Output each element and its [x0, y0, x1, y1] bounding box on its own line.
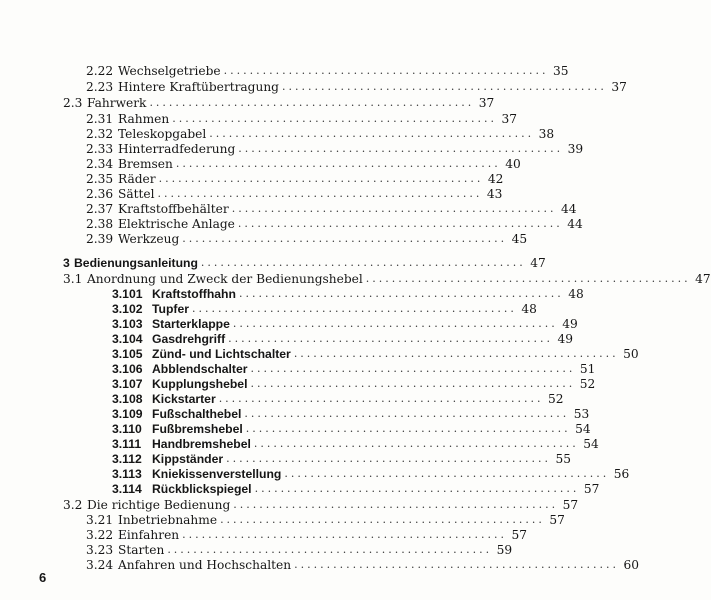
toc-entry-page: 52: [548, 392, 564, 406]
toc-leader-dots: ..................................................: [254, 482, 580, 495]
toc-entry-page: 44: [561, 202, 577, 216]
toc-entry-title: Starten: [118, 543, 165, 557]
toc-entry-title: Einfahren: [118, 528, 180, 542]
toc-entry-number: 2.35: [86, 172, 114, 186]
toc-leader-dots: ..................................................: [245, 422, 571, 435]
toc-entry-title: Tupfer: [152, 302, 190, 316]
toc-entry-title: Starterklappe: [152, 317, 230, 331]
toc-entry: [86, 513, 565, 528]
toc-entry: [112, 347, 639, 362]
toc-entry: [86, 157, 521, 172]
toc-entry-title: Zünd- und Lichtschalter: [152, 347, 291, 361]
toc-entry-page: 47: [530, 256, 546, 270]
toc-entry-page: 56: [613, 467, 630, 481]
toc-entry-title: Kraftstoffbehälter: [118, 202, 229, 216]
toc-entry-title: Kraftstoffhahn: [152, 287, 236, 301]
toc-entry-title: Hintere Kraftübertragung: [118, 80, 279, 94]
toc-entry: [86, 232, 528, 247]
toc-entry-number: 3.23: [86, 543, 114, 557]
toc-entry: [112, 437, 599, 452]
toc-section: [63, 272, 711, 287]
toc-entry-page: 35: [552, 64, 569, 78]
toc-entry-number: 2.36: [86, 187, 114, 201]
toc-entry-number: 2.38: [86, 217, 114, 231]
toc-leader-dots: ..................................................: [223, 64, 549, 77]
toc-section: [63, 96, 495, 111]
toc-entry: [86, 112, 518, 127]
toc-entry-title: Fußschalthebel: [152, 407, 242, 421]
toc-entry-title: Werkzeug: [118, 232, 180, 246]
toc-entry-number: 3.1: [63, 272, 83, 286]
toc-entry-title: Fahrwerk: [87, 96, 147, 110]
toc-entry-page: 49: [557, 332, 573, 346]
toc-entry-number: 3.24: [86, 558, 114, 572]
toc-entry-title: Anordnung und Zweck der Bedienungshebel: [87, 272, 363, 286]
toc-entry-number: 2.33: [86, 142, 114, 156]
toc-leader-dots: ..................................................: [293, 347, 619, 360]
toc-entry-page: 48: [568, 287, 584, 301]
toc-entry-number: 3.109: [112, 407, 143, 421]
toc-entry-title: Elektrische Anlage: [118, 217, 235, 231]
toc-entry-title: Kupplungshebel: [152, 377, 248, 391]
toc-entry-page: 53: [573, 407, 590, 421]
toc-entry: [86, 142, 584, 157]
toc-entry: [112, 482, 600, 497]
toc-entry: [112, 467, 630, 482]
toc-leader-dots: ..................................................: [365, 272, 691, 285]
toc-leader-dots: ..................................................: [228, 332, 553, 345]
toc-leader-dots: ..................................................: [237, 217, 563, 230]
toc-entry-title: Abblendschalter: [152, 362, 248, 376]
toc-entry-number: 3.106: [112, 362, 143, 376]
toc-entry: [86, 558, 639, 573]
toc-leader-dots: ..................................................: [238, 287, 564, 300]
toc-entry-page: 48: [521, 302, 537, 316]
toc-entry-title: Anfahren und Hochschalten: [118, 558, 292, 572]
toc-entry-title: Bedienungsanleitung: [74, 256, 198, 270]
toc-entry-page: 42: [487, 172, 504, 186]
toc-entry: [112, 407, 590, 422]
toc-entry: [112, 287, 584, 302]
toc-entry-title: Rahmen: [118, 112, 170, 126]
toc-entry-page: 60: [623, 558, 639, 572]
toc-entry-number: 3.22: [86, 528, 114, 542]
toc-entry: [86, 217, 583, 232]
toc-leader-dots: ..................................................: [250, 362, 576, 375]
page-number: 6: [39, 570, 47, 585]
toc-leader-dots: ..................................................: [232, 317, 558, 330]
toc-leader-dots: ..................................................: [200, 256, 526, 269]
toc-entry-page: 37: [501, 112, 518, 126]
toc-entry: [86, 543, 513, 558]
toc-leader-dots: ..................................................: [244, 407, 570, 420]
toc-entry-page: 45: [511, 232, 528, 246]
toc-entry: [86, 202, 577, 217]
toc-entry: [112, 452, 571, 467]
toc-leader-dots: ..................................................: [209, 127, 535, 140]
toc-chapter: [63, 256, 546, 271]
toc-entry-page: 52: [579, 377, 596, 391]
toc-entry-title: Fußbremshebel: [152, 422, 243, 436]
toc-leader-dots: ..................................................: [149, 96, 475, 109]
toc-entry-number: 2.31: [86, 112, 114, 126]
toc-leader-dots: ..................................................: [182, 232, 508, 245]
toc-entry: [86, 172, 504, 187]
toc-entry-number: 3.107: [112, 377, 143, 391]
toc-entry-page: 57: [549, 513, 565, 527]
toc-leader-dots: ..................................................: [282, 80, 607, 93]
toc-entry-title: Inbetriebnahme: [118, 513, 218, 527]
toc-entry-number: 3.111: [112, 437, 142, 451]
toc-entry-page: 54: [575, 422, 591, 436]
toc-entry-title: Sättel: [118, 187, 155, 201]
toc-leader-dots: ..................................................: [157, 187, 483, 200]
toc-entry-number: 3.112: [112, 452, 142, 466]
toc-entry-title: Wechselgetriebe: [118, 64, 221, 78]
toc-entry-title: Gasdrehgriff: [152, 332, 226, 346]
toc-entry-number: 3.114: [112, 482, 142, 496]
toc-entry: [86, 127, 555, 142]
toc-leader-dots: ..................................................: [182, 528, 508, 541]
toc-entry: [112, 302, 537, 317]
toc-entry-page: 39: [567, 142, 584, 156]
toc-entry-number: 2.39: [86, 232, 114, 246]
toc-entry-page: 37: [611, 80, 627, 94]
toc-entry-number: 2.22: [86, 64, 114, 78]
toc-entry-number: 3.104: [112, 332, 143, 346]
toc-entry: [86, 528, 528, 543]
toc-leader-dots: ..................................................: [172, 112, 498, 125]
toc-leader-dots: ..................................................: [253, 437, 579, 450]
toc-entry-number: 2.34: [86, 157, 114, 171]
toc-entry-page: 50: [623, 347, 639, 361]
toc-entry-page: 49: [562, 317, 578, 331]
toc-entry-number: 3.21: [86, 513, 114, 527]
toc-entry: [112, 332, 573, 347]
toc-entry-number: 3.101: [112, 287, 143, 301]
toc-leader-dots: ..................................................: [158, 172, 484, 185]
toc-entry-number: 3.113: [112, 467, 142, 481]
toc-leader-dots: ..................................................: [226, 452, 551, 465]
toc-entry-title: Handbremshebel: [152, 437, 251, 451]
toc-entry-page: 44: [567, 217, 583, 231]
toc-leader-dots: ..................................................: [175, 157, 501, 170]
toc-entry-title: Bremsen: [118, 157, 173, 171]
toc-leader-dots: ..................................................: [284, 467, 610, 480]
toc-entry-title: Kickstarter: [152, 392, 216, 406]
toc-leader-dots: ..................................................: [192, 302, 517, 315]
toc-section: [63, 498, 579, 513]
toc-entry-page: 57: [511, 528, 528, 542]
toc-entry: [86, 187, 503, 202]
toc-entry-page: 51: [579, 362, 596, 376]
toc-entry-title: Teleskopgabel: [118, 127, 207, 141]
toc-entry: [86, 80, 627, 95]
toc-entry: [112, 422, 591, 437]
toc-leader-dots: ..................................................: [218, 392, 544, 405]
toc-entry-number: 3.102: [112, 302, 143, 316]
toc-entry-number: 2.3: [63, 96, 83, 110]
toc-entry-number: 3.108: [112, 392, 143, 406]
toc-leader-dots: ..................................................: [220, 513, 545, 526]
toc-entry-page: 55: [555, 452, 571, 466]
toc-entry-title: Kippständer: [152, 452, 224, 466]
toc-entry-page: 37: [478, 96, 495, 110]
toc-entry: [112, 317, 578, 332]
toc-leader-dots: ..................................................: [250, 377, 576, 390]
toc-entry-title: Die richtige Bedienung: [87, 498, 231, 512]
toc-leader-dots: ..................................................: [294, 558, 619, 571]
toc-entry: [112, 392, 564, 407]
toc-entry-number: 2.32: [86, 127, 114, 141]
toc-entry: [112, 377, 596, 392]
toc-entry-number: 2.37: [86, 202, 114, 216]
toc-entry-number: 3.2: [63, 498, 83, 512]
toc-entry-page: 47: [695, 272, 711, 286]
toc-entry-title: Hinterradfederung: [118, 142, 236, 156]
toc-entry-page: 54: [583, 437, 599, 451]
toc-entry-page: 59: [496, 543, 513, 557]
toc-entry-title: Kniekissenverstellung: [152, 467, 282, 481]
toc-entry-number: 3.105: [112, 347, 143, 361]
toc-entry-page: 40: [505, 157, 521, 171]
toc-leader-dots: ..................................................: [231, 202, 557, 215]
toc-leader-dots: ..................................................: [238, 142, 564, 155]
toc-entry: [86, 64, 569, 79]
toc-leader-dots: ..................................................: [167, 543, 493, 556]
toc-leader-dots: ..................................................: [233, 498, 559, 511]
toc-entry-page: 57: [562, 498, 579, 512]
toc-entry-number: 3: [63, 256, 70, 270]
toc-entry-page: 38: [538, 127, 555, 141]
toc-entry-number: 2.23: [86, 80, 114, 94]
toc-entry-title: Rückblickspiegel: [152, 482, 252, 496]
toc-entry-number: 3.103: [112, 317, 143, 331]
toc-entry-page: 43: [486, 187, 503, 201]
toc-entry-number: 3.110: [112, 422, 142, 436]
toc-entry-page: 57: [583, 482, 600, 496]
toc-entry: [112, 362, 596, 377]
toc-entry-title: Räder: [118, 172, 156, 186]
